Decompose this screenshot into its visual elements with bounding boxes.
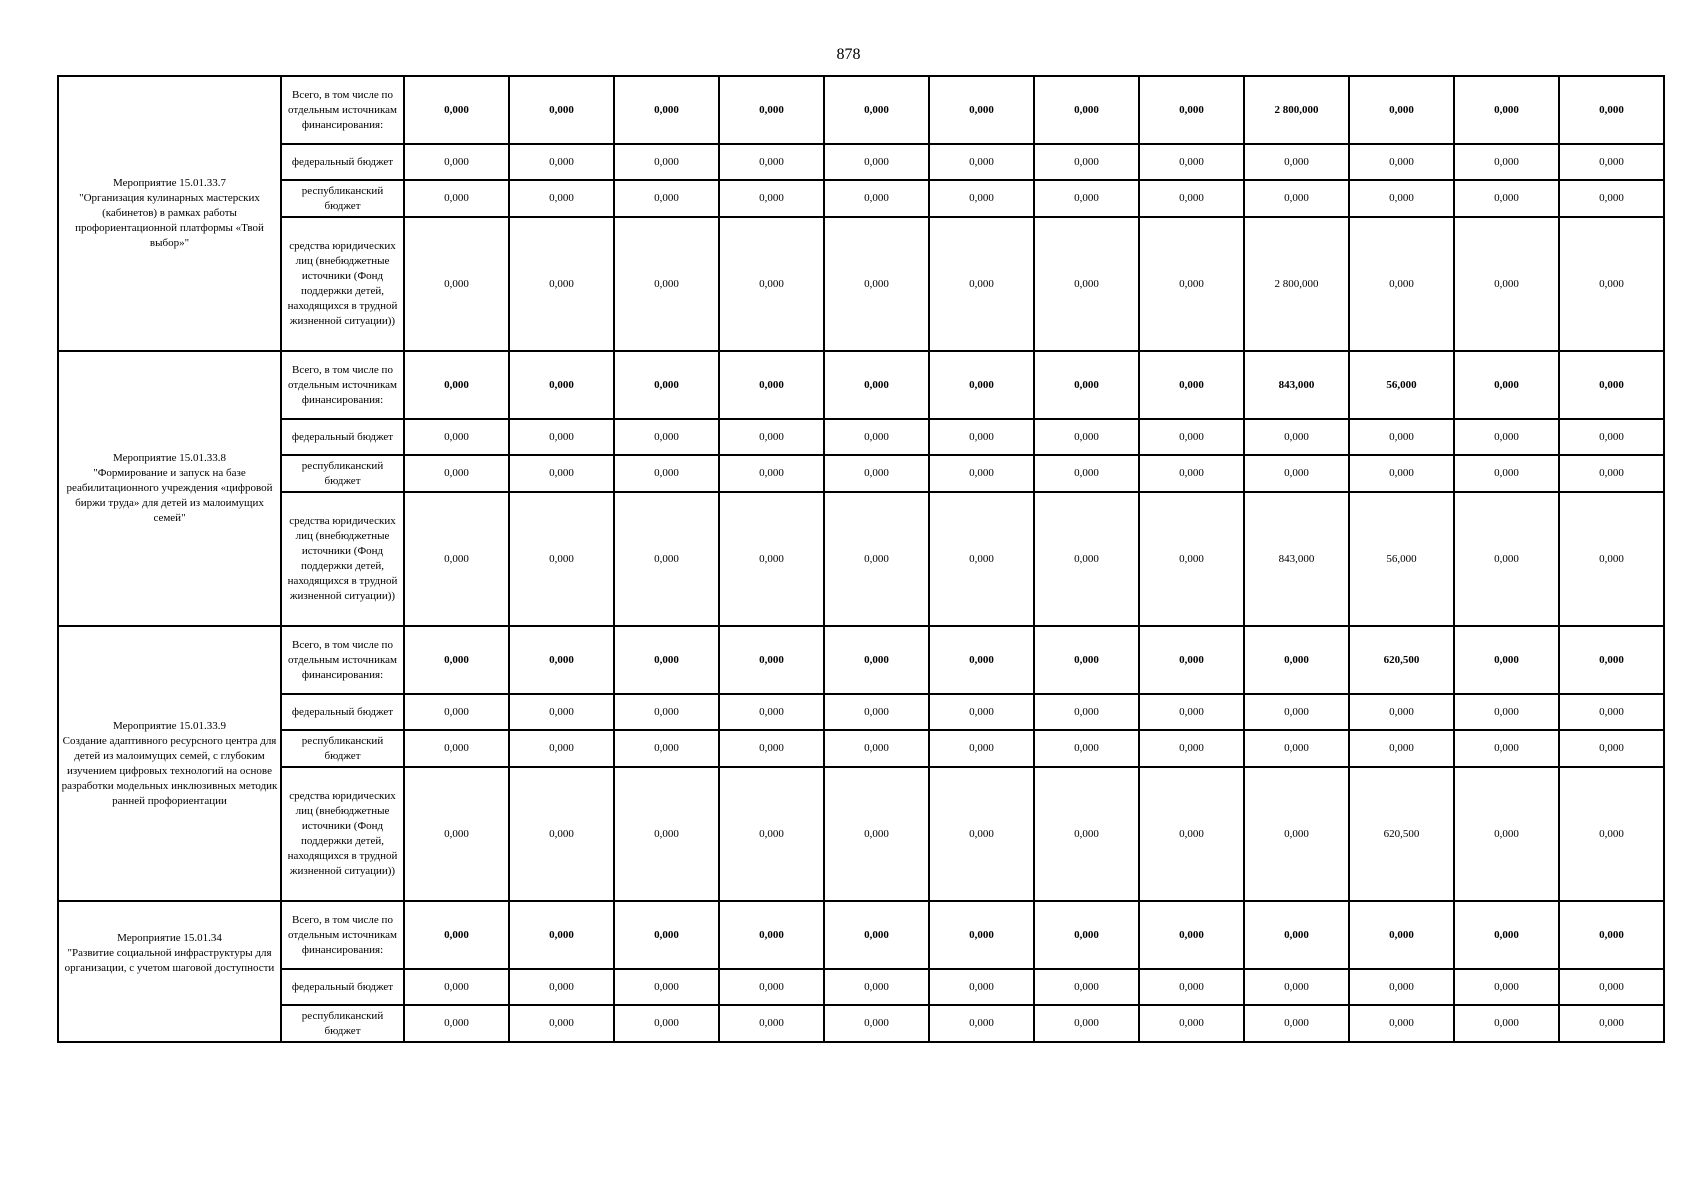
value-cell: 0,000 [824, 767, 929, 901]
value-cell: 0,000 [1559, 767, 1664, 901]
table-row [58, 351, 1664, 419]
value-cell: 0,000 [509, 694, 614, 730]
value-cell: 0,000 [1244, 767, 1349, 901]
value-cell: 0,000 [1244, 694, 1349, 730]
value-cell: 0,000 [719, 969, 824, 1005]
value-cell: 0,000 [1244, 419, 1349, 455]
value-cell: 0,000 [719, 217, 824, 351]
value-cell: 0,000 [1034, 492, 1139, 626]
value-cell: 0,000 [1454, 730, 1559, 767]
value-cell: 0,000 [509, 217, 614, 351]
value-cell: 0,000 [509, 730, 614, 767]
value-cell: 0,000 [1559, 419, 1664, 455]
table-row [58, 419, 1664, 455]
value-cell: 0,000 [1559, 455, 1664, 492]
value-cell: 0,000 [1559, 694, 1664, 730]
value-cell: 0,000 [1349, 217, 1454, 351]
value-cell: 0,000 [1034, 969, 1139, 1005]
value-cell: 0,000 [614, 730, 719, 767]
table-row [58, 730, 1664, 767]
event-name-cell: Мероприятие 15.01.33.8 "Формирование и запуск на базе реабилитационного учреждения «цифровой биржи труда» для детей из малоимущих семей" [58, 351, 281, 626]
value-cell: 0,000 [1454, 419, 1559, 455]
value-cell: 0,000 [614, 455, 719, 492]
value-cell: 0,000 [1454, 626, 1559, 694]
value-cell: 0,000 [824, 969, 929, 1005]
value-cell: 0,000 [929, 492, 1034, 626]
value-cell: 0,000 [1244, 1005, 1349, 1042]
value-cell: 0,000 [1139, 730, 1244, 767]
value-cell: 0,000 [1454, 767, 1559, 901]
funding-source-cell: республиканский бюджет [281, 455, 404, 492]
value-cell: 0,000 [824, 76, 929, 144]
funding-source-cell: Всего, в том числе по отдельным источникам финансирования: [281, 351, 404, 419]
value-cell: 0,000 [1244, 144, 1349, 180]
value-cell: 0,000 [1244, 730, 1349, 767]
value-cell: 0,000 [824, 455, 929, 492]
value-cell: 0,000 [929, 626, 1034, 694]
value-cell: 0,000 [1139, 419, 1244, 455]
value-cell: 0,000 [1454, 180, 1559, 217]
value-cell: 0,000 [1454, 76, 1559, 144]
value-cell: 0,000 [1349, 694, 1454, 730]
value-cell: 0,000 [404, 351, 509, 419]
value-cell: 0,000 [1139, 492, 1244, 626]
funding-source-cell: республиканский бюджет [281, 730, 404, 767]
value-cell: 0,000 [1034, 694, 1139, 730]
funding-table [57, 75, 1665, 1043]
value-cell: 0,000 [404, 730, 509, 767]
value-cell: 620,500 [1349, 767, 1454, 901]
value-cell: 0,000 [1034, 419, 1139, 455]
value-cell: 0,000 [1454, 1005, 1559, 1042]
value-cell: 0,000 [509, 1005, 614, 1042]
table-row [58, 180, 1664, 217]
value-cell: 0,000 [614, 351, 719, 419]
value-cell: 0,000 [1559, 492, 1664, 626]
funding-source-cell: Всего, в том числе по отдельным источникам финансирования: [281, 901, 404, 969]
page-number: 878 [836, 46, 861, 63]
value-cell: 0,000 [404, 901, 509, 969]
value-cell: 0,000 [1034, 217, 1139, 351]
value-cell: 843,000 [1244, 492, 1349, 626]
funding-source-cell: средства юридических лиц (внебюджетные источники (Фонд поддержки детей, находящихся в трудной жизненной ситуации)) [281, 492, 404, 626]
value-cell: 0,000 [404, 217, 509, 351]
value-cell: 0,000 [1139, 180, 1244, 217]
value-cell: 0,000 [1139, 694, 1244, 730]
value-cell: 0,000 [719, 901, 824, 969]
funding-source-cell: Всего, в том числе по отдельным источникам финансирования: [281, 76, 404, 144]
value-cell: 0,000 [614, 626, 719, 694]
value-cell: 0,000 [1559, 1005, 1664, 1042]
value-cell: 0,000 [1454, 144, 1559, 180]
value-cell: 0,000 [824, 1005, 929, 1042]
value-cell: 0,000 [719, 419, 824, 455]
value-cell: 0,000 [1559, 969, 1664, 1005]
table-row [58, 217, 1664, 351]
value-cell: 0,000 [1034, 901, 1139, 969]
value-cell: 0,000 [1034, 351, 1139, 419]
value-cell: 0,000 [404, 180, 509, 217]
value-cell: 0,000 [1454, 694, 1559, 730]
value-cell: 0,000 [1454, 492, 1559, 626]
funding-source-cell: Всего, в том числе по отдельным источникам финансирования: [281, 626, 404, 694]
value-cell: 0,000 [1244, 901, 1349, 969]
value-cell: 0,000 [929, 180, 1034, 217]
value-cell: 0,000 [1139, 626, 1244, 694]
event-name-cell: Мероприятие 15.01.33.9 Создание адаптивного ресурсного центра для детей из малоимущих семей, с глубоким изучением цифровых технологий на основе разработки модельных инклюзивных методик ранней профориентации [58, 626, 281, 901]
funding-source-cell: федеральный бюджет [281, 969, 404, 1005]
table-row [58, 492, 1664, 626]
value-cell: 0,000 [1349, 455, 1454, 492]
funding-source-cell: средства юридических лиц (внебюджетные источники (Фонд поддержки детей, находящихся в трудной жизненной ситуации)) [281, 217, 404, 351]
value-cell: 0,000 [404, 492, 509, 626]
value-cell: 0,000 [614, 144, 719, 180]
event-name-cell: Мероприятие 15.01.34 "Развитие социальной инфраструктуры для организации, с учетом шаговой доступности [58, 901, 281, 1042]
table-row [58, 969, 1664, 1005]
value-cell: 0,000 [509, 144, 614, 180]
value-cell: 0,000 [1349, 144, 1454, 180]
value-cell: 0,000 [404, 694, 509, 730]
value-cell: 0,000 [929, 217, 1034, 351]
value-cell: 0,000 [614, 419, 719, 455]
value-cell: 2 800,000 [1244, 217, 1349, 351]
value-cell: 0,000 [1034, 767, 1139, 901]
value-cell: 0,000 [1454, 455, 1559, 492]
value-cell: 0,000 [1559, 217, 1664, 351]
value-cell: 0,000 [719, 144, 824, 180]
value-cell: 0,000 [929, 730, 1034, 767]
value-cell: 0,000 [1349, 419, 1454, 455]
value-cell: 0,000 [614, 180, 719, 217]
value-cell: 0,000 [719, 180, 824, 217]
value-cell: 0,000 [929, 455, 1034, 492]
value-cell: 0,000 [614, 969, 719, 1005]
value-cell: 0,000 [1559, 626, 1664, 694]
table-row [58, 694, 1664, 730]
value-cell: 0,000 [1034, 626, 1139, 694]
value-cell: 0,000 [1139, 217, 1244, 351]
value-cell: 0,000 [929, 144, 1034, 180]
value-cell: 0,000 [1559, 730, 1664, 767]
table-row [58, 767, 1664, 901]
funding-source-cell: республиканский бюджет [281, 180, 404, 217]
value-cell: 0,000 [1559, 901, 1664, 969]
value-cell: 0,000 [1139, 901, 1244, 969]
value-cell: 0,000 [1559, 144, 1664, 180]
value-cell: 0,000 [1454, 901, 1559, 969]
value-cell: 0,000 [719, 730, 824, 767]
funding-source-cell: средства юридических лиц (внебюджетные источники (Фонд поддержки детей, находящихся в трудной жизненной ситуации)) [281, 767, 404, 901]
value-cell: 0,000 [614, 492, 719, 626]
table-row [58, 626, 1664, 694]
value-cell: 0,000 [1034, 1005, 1139, 1042]
value-cell: 0,000 [1139, 76, 1244, 144]
value-cell: 0,000 [1139, 351, 1244, 419]
value-cell: 0,000 [1139, 1005, 1244, 1042]
value-cell: 0,000 [1139, 144, 1244, 180]
value-cell: 0,000 [1244, 180, 1349, 217]
value-cell: 0,000 [404, 455, 509, 492]
table-body [58, 76, 1664, 1042]
value-cell: 0,000 [719, 351, 824, 419]
value-cell: 0,000 [614, 76, 719, 144]
value-cell: 0,000 [929, 76, 1034, 144]
value-cell: 0,000 [1559, 180, 1664, 217]
value-cell: 0,000 [509, 626, 614, 694]
value-cell: 0,000 [509, 455, 614, 492]
value-cell: 0,000 [1034, 144, 1139, 180]
value-cell: 0,000 [719, 1005, 824, 1042]
value-cell: 0,000 [1244, 455, 1349, 492]
value-cell: 0,000 [614, 901, 719, 969]
value-cell: 0,000 [1349, 76, 1454, 144]
value-cell: 0,000 [824, 730, 929, 767]
value-cell: 0,000 [719, 76, 824, 144]
value-cell: 0,000 [509, 767, 614, 901]
value-cell: 0,000 [404, 969, 509, 1005]
value-cell: 0,000 [824, 626, 929, 694]
value-cell: 0,000 [1034, 76, 1139, 144]
value-cell: 0,000 [824, 351, 929, 419]
value-cell: 56,000 [1349, 351, 1454, 419]
value-cell: 0,000 [1349, 969, 1454, 1005]
value-cell: 0,000 [614, 694, 719, 730]
value-cell: 0,000 [1349, 1005, 1454, 1042]
value-cell: 0,000 [719, 492, 824, 626]
value-cell: 0,000 [614, 1005, 719, 1042]
value-cell: 0,000 [404, 419, 509, 455]
value-cell: 0,000 [824, 180, 929, 217]
value-cell: 0,000 [509, 901, 614, 969]
value-cell: 0,000 [1349, 901, 1454, 969]
value-cell: 0,000 [509, 492, 614, 626]
value-cell: 0,000 [824, 144, 929, 180]
value-cell: 0,000 [1559, 351, 1664, 419]
value-cell: 0,000 [1034, 455, 1139, 492]
table-row [58, 901, 1664, 969]
funding-source-cell: федеральный бюджет [281, 694, 404, 730]
value-cell: 0,000 [929, 419, 1034, 455]
value-cell: 0,000 [1454, 217, 1559, 351]
value-cell: 0,000 [509, 969, 614, 1005]
table-row [58, 144, 1664, 180]
value-cell: 0,000 [404, 626, 509, 694]
table-row [58, 76, 1664, 144]
funding-source-cell: федеральный бюджет [281, 419, 404, 455]
value-cell: 0,000 [719, 455, 824, 492]
value-cell: 56,000 [1349, 492, 1454, 626]
table-row [58, 1005, 1664, 1042]
funding-source-cell: федеральный бюджет [281, 144, 404, 180]
value-cell: 0,000 [614, 217, 719, 351]
event-name-cell: Мероприятие 15.01.33.7 "Организация кулинарных мастерских (кабинетов) в рамках работы профориентационной платформы «Твой выбор»" [58, 76, 281, 351]
value-cell: 0,000 [1034, 730, 1139, 767]
value-cell: 0,000 [509, 76, 614, 144]
value-cell: 0,000 [824, 419, 929, 455]
value-cell: 0,000 [509, 351, 614, 419]
value-cell: 0,000 [1454, 351, 1559, 419]
funding-source-cell: республиканский бюджет [281, 1005, 404, 1042]
value-cell: 843,000 [1244, 351, 1349, 419]
value-cell: 0,000 [1349, 730, 1454, 767]
value-cell: 0,000 [824, 901, 929, 969]
value-cell: 0,000 [404, 76, 509, 144]
value-cell: 0,000 [929, 694, 1034, 730]
value-cell: 0,000 [824, 694, 929, 730]
value-cell: 0,000 [1559, 76, 1664, 144]
value-cell: 0,000 [719, 767, 824, 901]
table-row [58, 455, 1664, 492]
value-cell: 0,000 [404, 1005, 509, 1042]
value-cell: 0,000 [1454, 969, 1559, 1005]
value-cell: 0,000 [1139, 767, 1244, 901]
value-cell: 0,000 [719, 626, 824, 694]
value-cell: 0,000 [929, 351, 1034, 419]
value-cell: 0,000 [509, 180, 614, 217]
value-cell: 0,000 [1244, 626, 1349, 694]
value-cell: 0,000 [929, 969, 1034, 1005]
value-cell: 0,000 [719, 694, 824, 730]
value-cell: 0,000 [929, 767, 1034, 901]
value-cell: 0,000 [404, 767, 509, 901]
value-cell: 0,000 [1244, 969, 1349, 1005]
value-cell: 0,000 [824, 492, 929, 626]
value-cell: 0,000 [404, 144, 509, 180]
value-cell: 0,000 [929, 1005, 1034, 1042]
value-cell: 0,000 [1139, 969, 1244, 1005]
value-cell: 2 800,000 [1244, 76, 1349, 144]
value-cell: 0,000 [1139, 455, 1244, 492]
value-cell: 620,500 [1349, 626, 1454, 694]
value-cell: 0,000 [824, 217, 929, 351]
value-cell: 0,000 [614, 767, 719, 901]
value-cell: 0,000 [1034, 180, 1139, 217]
value-cell: 0,000 [509, 419, 614, 455]
value-cell: 0,000 [929, 901, 1034, 969]
value-cell: 0,000 [1349, 180, 1454, 217]
